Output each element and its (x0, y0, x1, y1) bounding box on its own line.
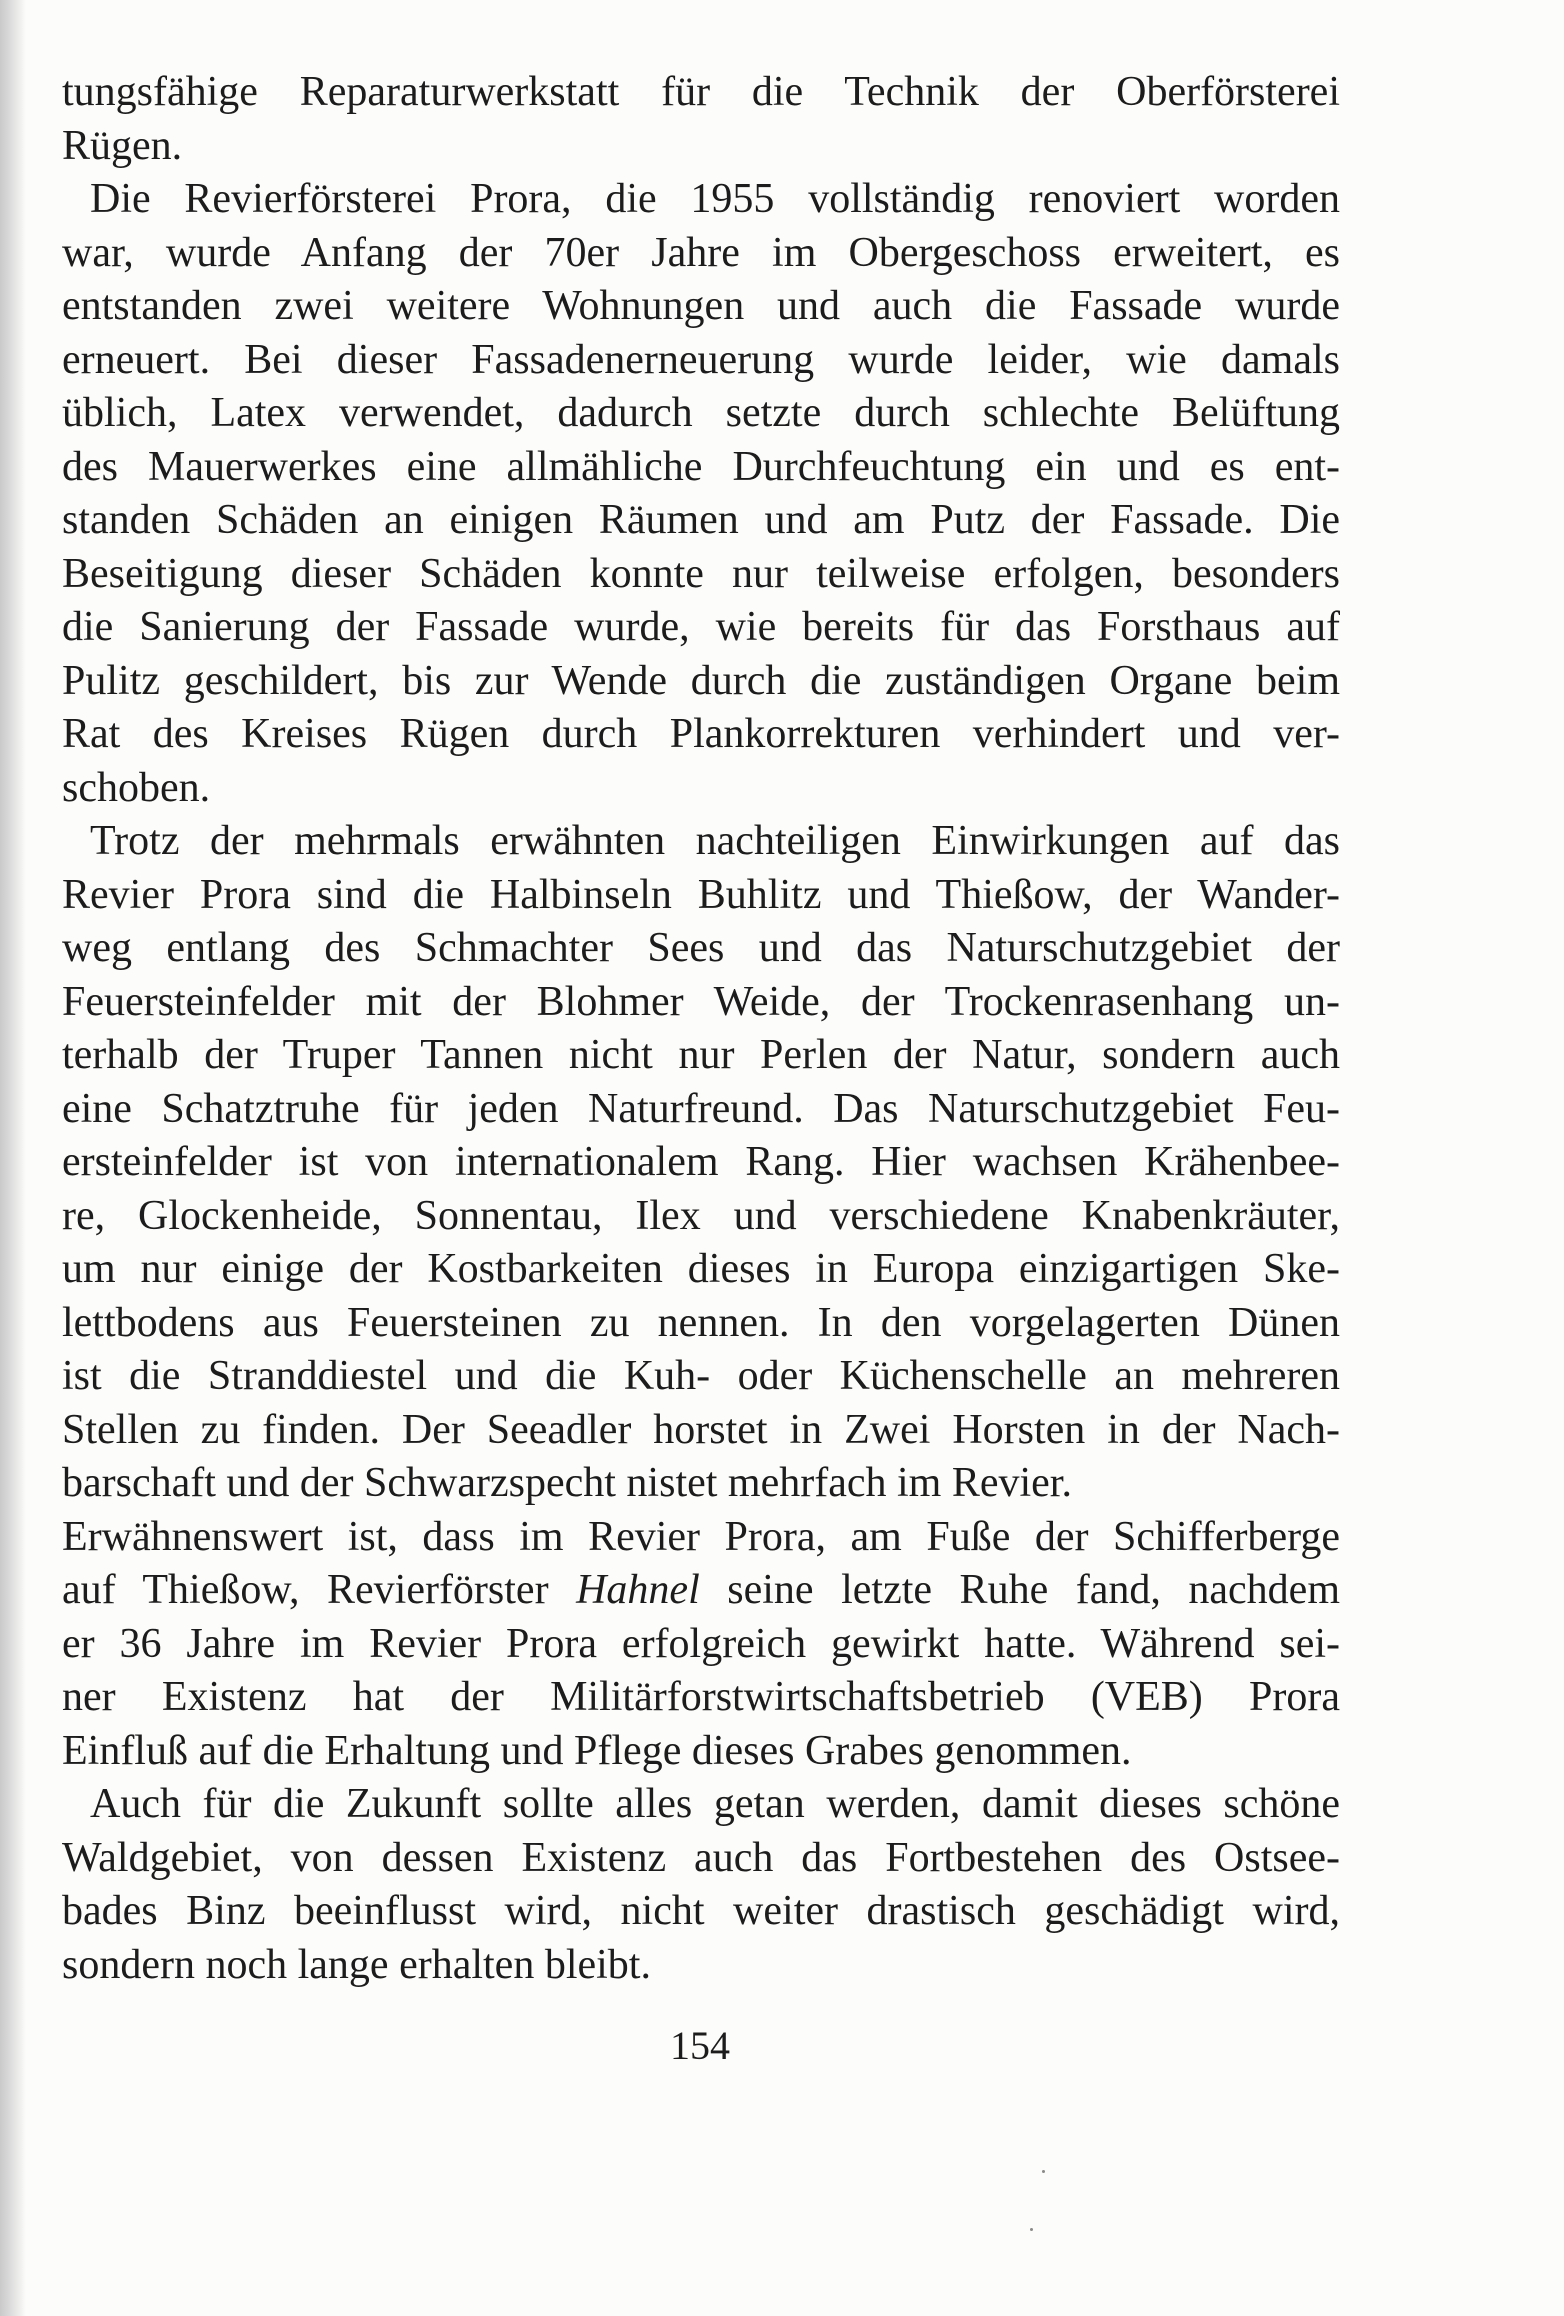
text-line: re, Glockenheide, Sonnentau, Ilex und verschiedene Knabenkräuter, (62, 1192, 1340, 1239)
text-line-with-italic-name (62, 1564, 1340, 1618)
text-line: ist die Stranddiestel und die Kuh- oder Küchenschelle an mehreren (62, 1353, 1340, 1399)
text-line: Stellen zu finden. Der Seeadler horstet in Zwei Horsten in der Nach- (62, 1406, 1340, 1453)
text-line: Erwähnenswert ist, dass im Revier Prora, am Fuße der Schifferberge (62, 1513, 1340, 1560)
text-line: Beseitigung dieser Schäden konnte nur teilweise erfolgen, besonders (62, 550, 1340, 597)
text-line: bades Binz beeinflusst wird, nicht weiter drastisch geschädigt wird, (62, 1888, 1340, 1934)
scan-speck (1042, 2170, 1045, 2173)
text-line: tungsfähige Reparaturwerkstatt für die Technik der Oberförsterei (62, 69, 1340, 115)
page-number: 154 (670, 2023, 730, 2068)
text-line: üblich, Latex verwendet, dadurch setzte durch schlechte Belüftung (62, 390, 1340, 436)
text-line: Revier Prora sind die Halbinseln Buhlitz und Thießow, der Wander- (62, 871, 1340, 918)
text-line: Rügen. (62, 122, 183, 169)
text-line: Rat des Kreises Rügen durch Plankorrekturen verhindert und ver- (62, 711, 1340, 757)
text-line: er 36 Jahre im Revier Prora erfolgreich gewirkt hatte. Während sei- (62, 1620, 1340, 1667)
text-line: standen Schäden an einigen Räumen und am Putz der Fassade. Die (62, 497, 1340, 543)
text-line: schoben. (62, 764, 211, 811)
text-line: war, wurde Anfang der 70er Jahre im Obergeschoss erweitert, es (62, 229, 1340, 276)
text-line: erneuert. Bei dieser Fassadenerneuerung wurde leider, wie damals (62, 336, 1340, 383)
scan-speck (1030, 2228, 1033, 2231)
text-line: Pulitz geschildert, bis zur Wende durch die zuständigen Organe beim (62, 657, 1340, 704)
text-line: ersteinfelder ist von internationalem Rang. Hier wachsen Krähenbee- (62, 1139, 1340, 1185)
paragraph-start-line: Auch für die Zukunft sollte alles getan werden, damit dieses schöne (90, 1781, 1340, 1827)
text-line: ner Existenz hat der Militärforstwirtschaftsbetrieb (VEB) Prora (62, 1674, 1340, 1720)
text-line: entstanden zwei weitere Wohnungen und auch die Fassade wurde (62, 283, 1340, 329)
text-line: eine Schatztruhe für jeden Naturfreund. Das Naturschutzgebiet Feu- (62, 1085, 1340, 1132)
text-line: terhalb der Truper Tannen nicht nur Perlen der Natur, sondern auch (62, 1032, 1340, 1078)
paragraph-start-line: Die Revierförsterei Prora, die 1955 vollständig renoviert worden (90, 176, 1340, 222)
page-body (62, 66, 1340, 1992)
text-line: um nur einige der Kostbarkeiten dieses in Europa einzigartigen Ske- (62, 1246, 1340, 1292)
text-line: lettbodens aus Feuersteinen zu nennen. In den vorgelagerten Dünen (62, 1299, 1340, 1346)
line-text-after-name: seine letzte Ruhe fand, nachdem (699, 1567, 1340, 1613)
text-line: Feuersteinfelder mit der Blohmer Weide, der Trockenrasenhang un- (62, 978, 1340, 1025)
text-line: die Sanierung der Fassade wurde, wie bereits für das Forsthaus auf (62, 604, 1340, 650)
italic-person-name: Hahnel (576, 1567, 700, 1613)
text-line: Einfluß auf die Erhaltung und Pflege dieses Grabes genommen. (62, 1727, 1132, 1774)
paragraph-start-line: Trotz der mehrmals erwähnten nachteiligen Einwirkungen auf das (90, 818, 1340, 864)
text-line: barschaft und der Schwarzspecht nistet mehrfach im Revier. (62, 1460, 1072, 1506)
text-line: sondern noch lange erhalten bleibt. (62, 1941, 651, 1988)
scan-shadow-edge (0, 0, 26, 2316)
text-line: weg entlang des Schmachter Sees und das Naturschutzgebiet der (62, 925, 1340, 971)
text-line: des Mauerwerkes eine allmähliche Durchfeuchtung ein und es ent- (62, 443, 1340, 490)
text-line: Waldgebiet, von dessen Existenz auch das Fortbestehen des Ostsee- (62, 1834, 1340, 1881)
line-text-before-name: auf Thießow, Revierförster (62, 1567, 577, 1613)
